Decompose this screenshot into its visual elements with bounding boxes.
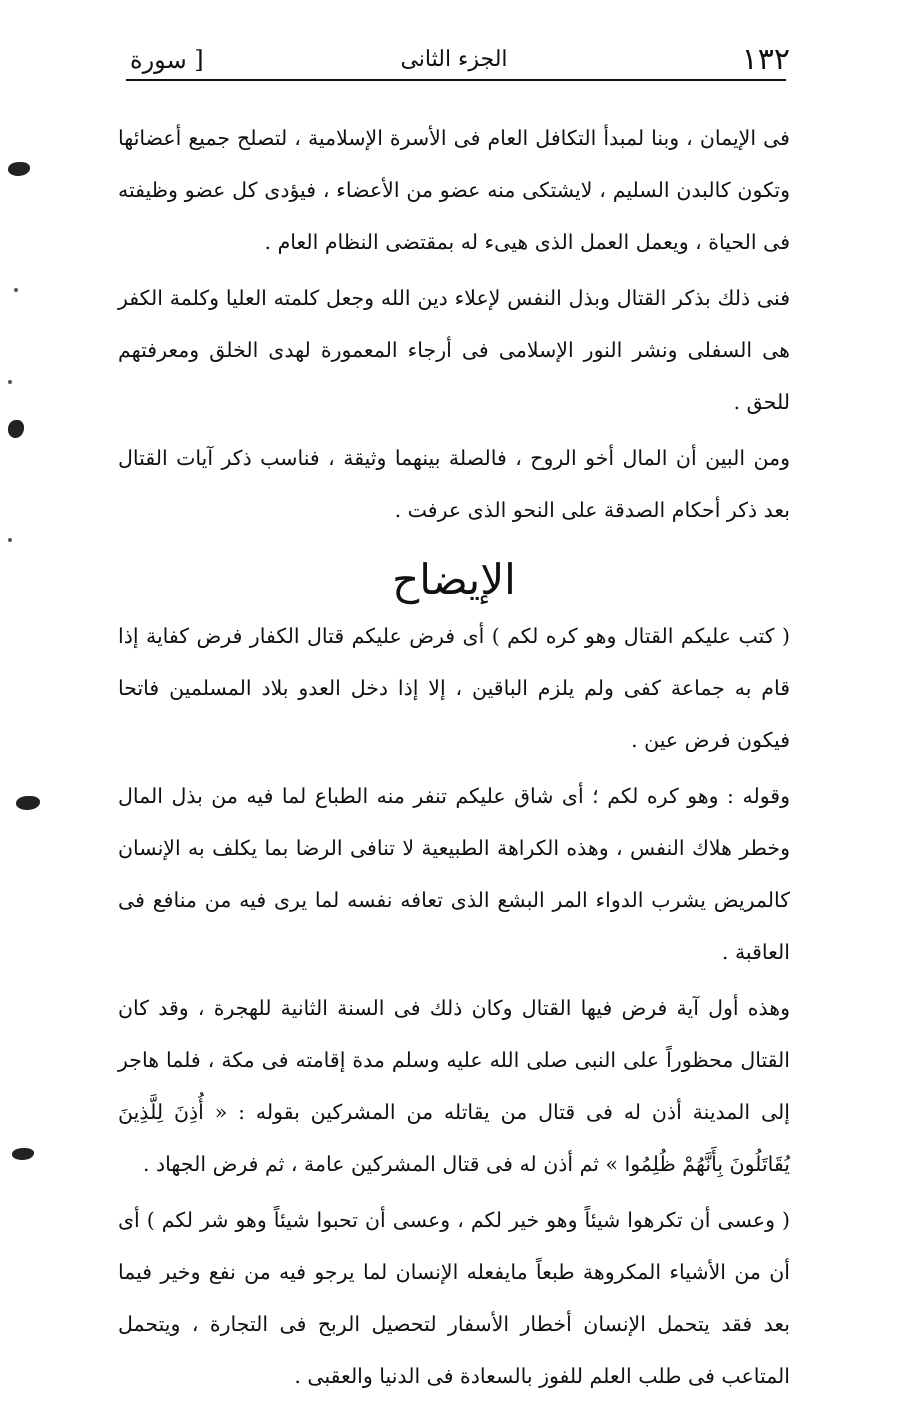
header-divider	[126, 79, 786, 81]
paragraph-explanation-4: ( وعسى أن تكرهوا شيئاً وهو خير لكم ، وعسى أن تحبوا شيئاً وهو شر لكم ) أى أن من الأشياء المكروهة طبعاً مايفعله الإنسان لما يرجو فيه من نفع وخير فيما بعد فقد يتحمل الإنسان أخطار الأسفار لتحصيل الربح فى التجارة ، ويتحمل المتاعب فى طلب العلم للفوز بالسعادة فى الدنيا والعقبى .	[118, 1208, 790, 1388]
paragraph-explanation-1: ( كتب عليكم القتال وهو كره لكم ) أى فرض عليكم قتال الكفار فرض كفاية إذا قام به جماعة كفى ولم يلزم الباقين ، إلا إذا دخل العدو بلاد المسلمين فاتحا فيكون فرض عين .	[118, 624, 790, 752]
page-header	[118, 38, 790, 82]
paragraph-intro-2: فنى ذلك بذكر القتال وبذل النفس لإعلاء دين الله وجعل كلمته العليا وكلمة الكفر هى السفلى ونشر النور الإسلامى فى أرجاء المعمورة لهدى الخلق ومعرفتهم للحق .	[118, 286, 790, 414]
margin-dot	[8, 380, 12, 384]
page-body	[118, 112, 790, 1402]
margin-ink-speck	[8, 162, 30, 176]
part-title: الجزء الثانى	[400, 47, 508, 72]
margin-dot	[8, 538, 12, 542]
margin-ink-speck	[16, 796, 40, 810]
margin-ink-speck	[12, 1148, 34, 1160]
surah-label: [ سورة	[130, 46, 204, 74]
paragraph-intro-3: ومن البين أن المال أخو الروح ، فالصلة بينهما وثيقة ، فناسب ذكر آيات القتال بعد ذكر أحكام الصدقة على النحو الذى عرفت .	[118, 446, 790, 522]
page-number: ١٣٢	[741, 42, 790, 77]
paragraph-explanation-2: وقوله : وهو كره لكم ؛ أى شاق عليكم تنفر منه الطباع لما فيه من بذل المال وخطر هلاك النفس ، وهذه الكراهة الطبيعية لا تنافى الرضا بما يكلف به الإنسان كالمريض يشرب الدواء المر البشع الذى تعافه نفسه لما يرى فيه من منافع فى العاقبة .	[118, 784, 790, 964]
section-heading: الإيضاح	[392, 555, 516, 604]
margin-dot	[14, 288, 18, 292]
paragraph-explanation-3: وهذه أول آية فرض فيها القتال وكان ذلك فى السنة الثانية للهجرة ، وقد كان القتال محظوراً على النبى صلى الله عليه وسلم مدة إقامته فى مكة ، فلما هاجر إلى المدينة أذن له فى قتال من يقاتله من المشركين بقوله : « أُذِنَ لِلَّذِينَ يُقَاتَلُونَ بِأَنَّهُمْ ظُلِمُوا » ثم أذن له فى قتال المشركين عامة ، ثم فرض الجهاد .	[118, 996, 790, 1176]
paragraph-intro-1: فى الإيمان ، وبنا لمبدأ التكافل العام فى الأسرة الإسلامية ، لتصلح جميع أعضائها وتكون كالبدن السليم ، لايشتكى منه عضو من الأعضاء ، فيؤدى كل عضو وظيفته فى الحياة ، ويعمل العمل الذى هيىء له بمقتضى النظام العام .	[118, 126, 790, 254]
margin-ink-speck	[8, 420, 24, 438]
